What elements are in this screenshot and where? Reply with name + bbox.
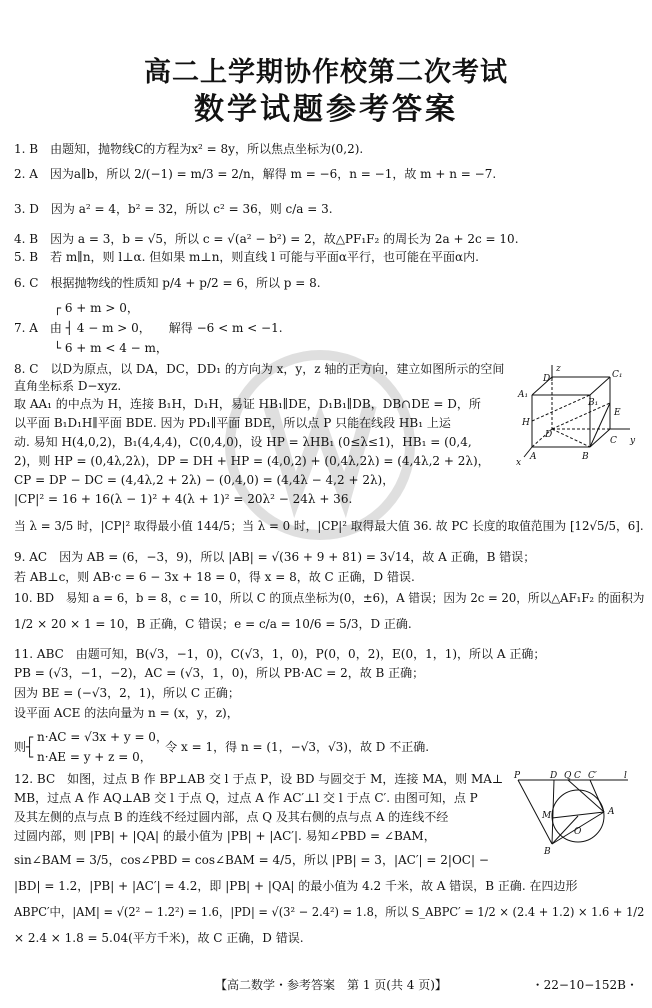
answer-line: ┌ 6 + m > 0， [14, 301, 139, 315]
label-b1: B₁ [588, 398, 599, 408]
cube-diagram [510, 365, 640, 465]
answer-line: └ 6 + m < 4 − m， [14, 341, 168, 355]
answer-line: 9. AC 因为 AB = (6，−3，9)，所以 |AB| = √(36 + 9 + 81) = 3√14，故 A 正确，B 错误； [14, 550, 536, 564]
answer-line: 1/2 × 20 × 1 = 10，B 正确，C 错误；e = c/a = 10/6 = 5/3，D 正确. [14, 617, 412, 631]
answer-line: 及其左侧的点与点 B 的连线不经过圆内部，点 Q 及其右侧的点与点 A 的连线不经 [14, 810, 449, 824]
answer-line: 则┤ 令 x = 1，得 n = (1，−√3，√3)，故 D 不正确. [14, 740, 430, 754]
label-d1: D₁ [543, 374, 554, 384]
answer-line: 设平面 ACE 的法向量为 n = (x，y，z)， [14, 706, 239, 720]
label-a: A [530, 452, 537, 462]
label-m: M [542, 811, 552, 821]
answer-line: MB，过点 A 作 AQ⊥AB 交 l 于点 Q，过点 A 作 AC′⊥l 交 l 于点 C′. 由图可知，点 P [14, 791, 478, 805]
label-z: z [556, 365, 561, 374]
answer-line: 当 λ = 3/5 时，|CP|² 取得最小值 144/5；当 λ = 0 时，|CP|² 取得最大值 36. 故 PC 长度的取值范围为 [12√5/5，6]. [14, 519, 644, 533]
answer-line: 因为 BE = (−√3，2，1)，所以 C 正确； [14, 686, 240, 700]
answer-line: 2)，则 HP = (0,4λ,2λ)，DP = DH + HP = (4,0,2) + (0,4λ,2λ) = (4,4λ,2 + 2λ)， [14, 454, 490, 468]
circle-diagram [508, 768, 638, 858]
label-c: C [610, 436, 617, 446]
label-a: A [608, 807, 615, 817]
label-e: E [614, 408, 621, 418]
answer-line: 1. B 由题知，抛物线C的方程为x² = 8y，所以焦点坐标为(0,2). [14, 142, 364, 156]
answer-line: ABPC′中，|AM| = √(2² − 1.2²) = 1.6，|PD| = √(3² − 2.4²) = 1.8，所以 S_ABPC′ = 1/2 × (2.4 + 1.2) × 1.6 + 1/2 [14, 905, 645, 919]
page-title: 高二上学期协作校第二次考试 [144, 57, 508, 88]
label-o: O [574, 827, 582, 837]
answer-line: |CP|² = 16 + 16(λ − 1)² + 4(λ + 1)² = 20λ² − 24λ + 36. [14, 492, 353, 506]
footer-page-info: 【高二数学・参考答案 第 1 页(共 4 页)】 [215, 978, 447, 992]
answer-line: 10. BD 易知 a = 6，b = 8，c = 10，所以 C 的顶点坐标为(0，±6)，A 错误；因为 2c = 20，所以△AF₁F₂ 的面积为 [14, 591, 645, 605]
page-subtitle: 数学试题参考答案 [194, 92, 458, 127]
label-d: D [550, 771, 558, 781]
label-x: x [516, 458, 522, 465]
label-h: H [522, 418, 530, 428]
answer-line: 12. BC 如图，过点 B 作 BP⊥AB 交 l 于点 P，设 BD 与圆交于 M，连接 MA，则 MA⊥ [14, 772, 504, 786]
answer-line: 以平面 B₁D₁H∥平面 BDE. 因为 PD₁∥平面 BDE，所以点 P 只能在线段 HB₁ 上运 [14, 416, 451, 430]
answer-line: 直角坐标系 D−xyz. [14, 379, 122, 393]
footer-code: ・22−10−152B・ [531, 978, 638, 992]
answer-line: ┌ n·AC = √3x + y = 0， [14, 730, 168, 744]
answer-line: 6. C 根据抛物线的性质知 p/4 + p/2 = 6，所以 p = 8. [14, 276, 321, 290]
answer-line: 过圆内部，则 |PB| + |QA| 的最小值为 |PB| + |AC′|. 易知∠PBD = ∠BAM， [14, 829, 436, 843]
answer-line: 8. C 以D为原点，以 DA，DC，DD₁ 的方向为 x，y，z 轴的正方向，建立如图所示的空间 [14, 362, 505, 376]
answer-line: PB = (√3，−1，−2)，AC = (√3，1，0)，所以 PB·AC = 2，故 B 正确； [14, 666, 425, 680]
label-a1: A₁ [518, 390, 529, 400]
answer-line: 2. A 因为a∥b，所以 2/(−1) = m/3 = 2/n，解得 m = −6，n = −1，故 m + n = −7. [14, 167, 497, 181]
answer-line: sin∠BAM = 3/5，cos∠PBD = cos∠BAM = 4/5，所以 |PB| = 3，|AC′| = 2|OC| − [14, 853, 489, 867]
answer-line: 取 AA₁ 的中点为 H，连接 B₁H，D₁H，易证 HB₁∥DE，D₁B₁∥DB，DB∩DE = D，所 [14, 397, 481, 411]
label-l: l [624, 771, 627, 781]
answer-line: 若 AB⊥c，则 AB·c = 6 − 3x + 18 = 0，得 x = 8，故 C 正确，D 错误. [14, 570, 415, 584]
answer-line: 3. D 因为 a² = 4，b² = 32，所以 c² = 36，则 c/a = 3. [14, 202, 333, 216]
answer-line: 4. B 因为 a = 3，b = √5，所以 c = √(a² − b²) = 2，故△PF₁F₂ 的周长为 2a + 2c = 10. [14, 232, 519, 246]
answer-line: × 2.4 × 1.8 = 5.04(平方千米)，故 C 正确，D 错误. [14, 931, 304, 945]
label-y: y [630, 436, 636, 446]
answer-line: |BD| = 1.2，|PB| + |AC′| = 4.2，即 |PB| + |QA| 的最小值为 4.2 千米，故 A 错误，B 正确. 在四边形 [14, 879, 578, 893]
answer-line: 5. B 若 m∥n，则 l⊥α. 但如果 m⊥n，则直线 l 可能与平面α平行，也可能在平面α内. [14, 250, 479, 264]
label-d: D [545, 430, 553, 440]
answer-line: 7. A 由 ┤ 4 − m > 0， 解得 −6 < m < −1. [14, 321, 283, 335]
answer-line: CP = DP − DC = (4,4λ,2 + 2λ) − (0,4,0) = (4,4λ − 4,2 + 2λ)， [14, 473, 395, 487]
label-c1: C₁ [612, 370, 623, 380]
answer-line: 11. ABC 由题可知，B(√3，−1，0)，C(√3，1，0)，P(0，0，2)，E(0，1，1)，所以 A 正确； [14, 647, 546, 661]
answer-line: 动. 易知 H(4,0,2)，B₁(4,4,4)，C(0,4,0)，设 HP = λHB₁ (0≤λ≤1)，HB₁ = (0,4, [14, 435, 472, 449]
label-b: B [582, 452, 589, 462]
answer-line: └ n·AE = y + z = 0， [14, 750, 152, 764]
label-cprime: C′ [588, 771, 597, 781]
label-q: Q [564, 771, 572, 781]
label-c: C [574, 771, 581, 781]
label-b: B [544, 847, 551, 857]
label-p: P [514, 771, 521, 781]
